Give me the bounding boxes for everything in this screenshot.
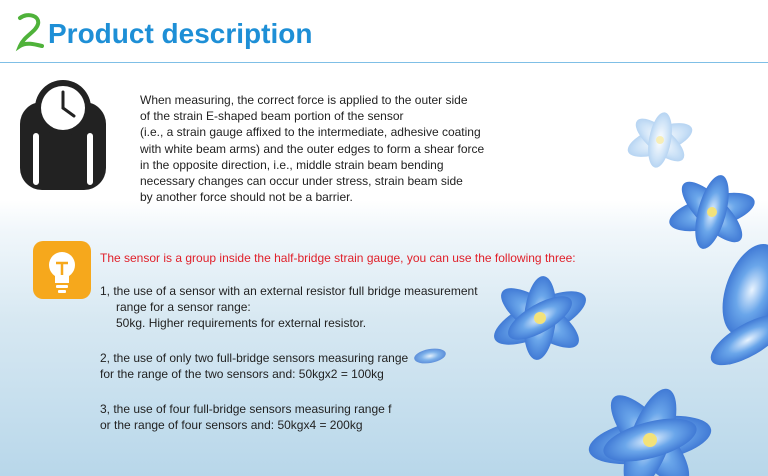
leaf-swirl-icon <box>14 10 44 54</box>
scale-clock-icon <box>16 76 110 194</box>
option-line: 2, the use of only two full-bridge sensors measuring range <box>100 351 409 365</box>
option-line: or the range of four sensors and: 50kgx4 = 200kg <box>100 418 363 432</box>
header-divider <box>0 62 768 63</box>
option-line: for the range of the two sensors and: 50kgx2 = 100kg <box>100 367 384 381</box>
intro-line: When measuring, the correct force is applied to the outer side <box>140 93 468 107</box>
lightbulb-icon <box>33 241 91 299</box>
option-item <box>100 283 478 331</box>
intro-line: by another force should not be a barrier. <box>140 190 353 205</box>
intro-line: of the strain E-shaped beam portion of the sensor <box>140 109 404 124</box>
section-header <box>0 0 768 64</box>
tips-headline: The sensor is a group inside the half-bridge strain gauge, you can use the following three: <box>100 251 576 265</box>
option-line: range for a sensor range: <box>116 300 251 314</box>
option-item <box>100 401 392 433</box>
option-line: 3, the use of four full-bridge sensors measuring range f <box>100 402 392 416</box>
intro-line: (i.e., a strain gauge affixed to the intermediate, adhesive coating <box>140 125 481 140</box>
intro-line: in the opposite direction, i.e., middle strain beam bending <box>140 157 444 172</box>
intro-paragraph <box>140 92 520 205</box>
intro-line: with white beam arms) and the outer edges to form a shear force <box>140 141 485 156</box>
page-title: Product description <box>48 18 313 49</box>
option-line: 50kg. Higher requirements for external resistor. <box>116 316 367 330</box>
option-item <box>100 350 408 382</box>
intro-line: necessary changes can occur under stress, strain beam side <box>140 174 463 189</box>
option-line: 1, the use of a sensor with an external resistor full bridge measurement <box>100 284 478 298</box>
